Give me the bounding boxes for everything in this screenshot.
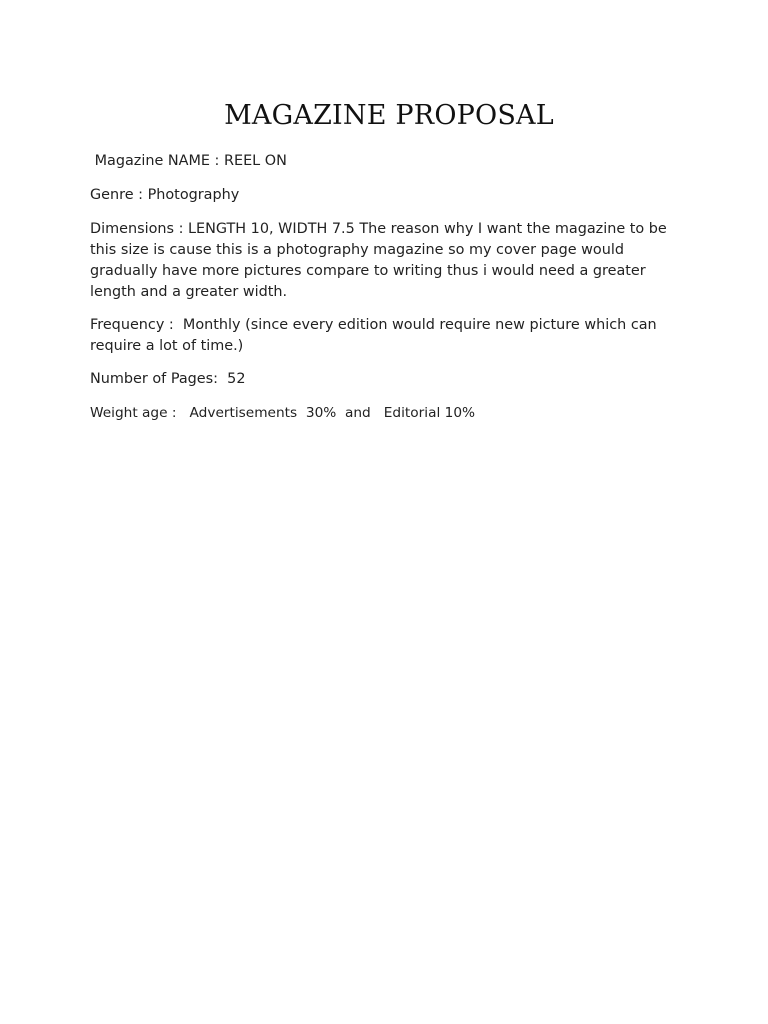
- number-of-pages-line: Number of Pages: 52: [90, 371, 246, 387]
- document-title: MAGAZINE PROPOSAL: [224, 100, 554, 131]
- dimensions-paragraph: Dimensions : LENGTH 10, WIDTH 7.5 The reason why I want the magazine to be this size is cause this is a photography magazine so my cover page would gradually have more pictures compare to writing thus i would need a greater length and a greater width.: [90, 221, 672, 300]
- frequency-paragraph: Frequency : Monthly (since every edition would require new picture which can require a lot of time.): [90, 317, 662, 354]
- magazine-name-line: Magazine NAME : REEL ON: [90, 153, 287, 169]
- weight-age-line: Weight age : Advertisements 30% and Editorial 10%: [90, 405, 476, 421]
- genre-line: Genre : Photography: [90, 187, 240, 203]
